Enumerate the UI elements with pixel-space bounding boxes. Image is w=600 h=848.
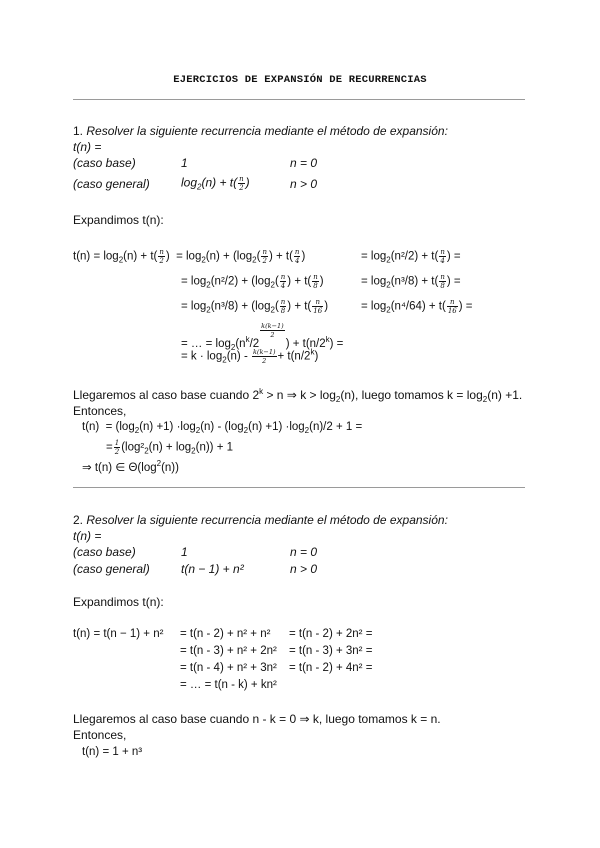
ex2-entonces: Entonces, — [73, 728, 127, 742]
ex1-number: 1. — [73, 124, 84, 138]
ex2-line-2-col-3: = t(n - 3) + 3n² = — [289, 645, 373, 657]
ex2-result: t(n) = 1 + n³ — [82, 746, 143, 758]
ex2-general-value: t(n − 1) + n² — [181, 562, 244, 576]
ex1-conclusion: Llegaremos al caso base cuando $2^k > n$ ⇒ $k > \log_2(n)$, luego tomamos $k = \log_2(n) +1$. — [73, 387, 523, 404]
ex1-expansion-line-2b: = $\log_2(n^3/8) + t$( $\frac{n}{8}$ ) = — [361, 273, 461, 290]
ex1-base-value: 1 — [181, 156, 188, 170]
page-title: EJERCICIOS DE EXPANSIÓN DE RECURRENCIAS — [173, 74, 427, 86]
ex1-result-line-3: ⇒ t(n) ∈ $\Theta(\log^2(n))$ — [82, 459, 179, 474]
ex2-conclusion: Llegaremos al caso base cuando n - k = 0 ⇒ k, luego tomamos k = n. — [73, 712, 441, 726]
ex2-base-value: 1 — [181, 545, 188, 559]
ex2-heading — [73, 513, 448, 527]
ex2-base-label: (caso base) — [73, 545, 136, 559]
ex1-expansion-line-5: = $k \cdot \log_2(n)$ - $\frac{k(k-1)}{2}$ + $t(n/2^k)$ — [181, 347, 319, 365]
ex2-general-cond: n > 0 — [290, 562, 318, 576]
ex1-general-cond: n > 0 — [290, 177, 318, 191]
ex1-expansion-line-4: = … = $\log_2(n^k/2$ $\frac{k(k-1)}{2}$ ) + $t(n/2^k)$ = — [181, 322, 344, 352]
ex1-expansion-line-3b: = $\log_2(n^4/64) + t$( $\frac{n}{16}$ ) = — [361, 298, 473, 315]
ex2-line-2-col-2: = t(n - 3) + n² + 2n² — [180, 645, 277, 657]
ex1-expand-label: Expandimos t(n): — [73, 213, 164, 227]
ex1-expansion-line-1: $t(n) = \log_2(n) + t$( $\frac{n}{2}$ ) = $\log_2(n) + (\log_2$( $\frac{n}{2}$ ) + t( $\frac{n}{4}$ ) — [73, 248, 306, 265]
ex1-general-label: (caso general) — [73, 177, 150, 191]
ex2-line-1-col-3: = t(n - 2) + 2n² = — [289, 628, 373, 640]
ex1-expansion-line-1b: = $\log_2(n^2/2) + t$( $\frac{n}{4}$ ) = — [361, 248, 461, 265]
ex1-expansion-line-3: = $\log_2(n^3/8) + (\log_2$( $\frac{n}{8}$ ) + t( $\frac{n}{16}$ ) — [181, 298, 329, 315]
ex1-result-line-1: $t(n) = (\log_2(n) +1) \cdot\log_2(n) - (\log_2(n) +1) \cdot\log_2(n)/2 + 1$ = — [82, 421, 363, 435]
ex2-number: 2. — [73, 513, 84, 527]
ex2-line-4-col-2: = … = t(n - k) + kn² — [180, 679, 277, 691]
ex1-tn: t(n) = — [73, 140, 102, 154]
ex1-base-cond: n = 0 — [290, 156, 318, 170]
ex1-heading — [73, 124, 448, 138]
ex1-expansion-line-2: = $\log_2(n^2/2) + (\log_2$( $\frac{n}{4}$ ) + t( $\frac{n}{8}$ ) — [181, 273, 324, 290]
ex1-entonces: Entonces, — [73, 404, 127, 418]
ex2-tn: t(n) = — [73, 529, 102, 543]
ex1-general-value: $\log_2(n) + t$( $\frac{n}{2}$ ) — [181, 175, 250, 192]
ex2-line-1-col-1: t(n) = t(n − 1) + n² — [73, 628, 164, 640]
ex2-line-1-col-2: = t(n - 2) + n² + n² — [180, 628, 271, 640]
section-divider — [73, 487, 525, 488]
ex1-statement: Resolver la siguiente recurrencia mediante el método de expansión: — [86, 124, 448, 138]
ex2-expand-label: Expandimos t(n): — [73, 595, 164, 609]
ex2-line-3-col-2: = t(n - 4) + n² + 3n² — [180, 662, 277, 674]
ex2-statement: Resolver la siguiente recurrencia mediante el método de expansión: — [86, 513, 448, 527]
ex2-line-3-col-3: = t(n - 2) + 4n² = — [289, 662, 373, 674]
ex1-result-line-2: = $\frac{1}{2}$ $(\log^2_2(n) + \log_2(n)) + 1$ — [106, 439, 234, 456]
title-divider — [73, 99, 525, 100]
ex2-general-label: (caso general) — [73, 562, 150, 576]
ex1-base-label: (caso base) — [73, 156, 136, 170]
ex2-base-cond: n = 0 — [290, 545, 318, 559]
